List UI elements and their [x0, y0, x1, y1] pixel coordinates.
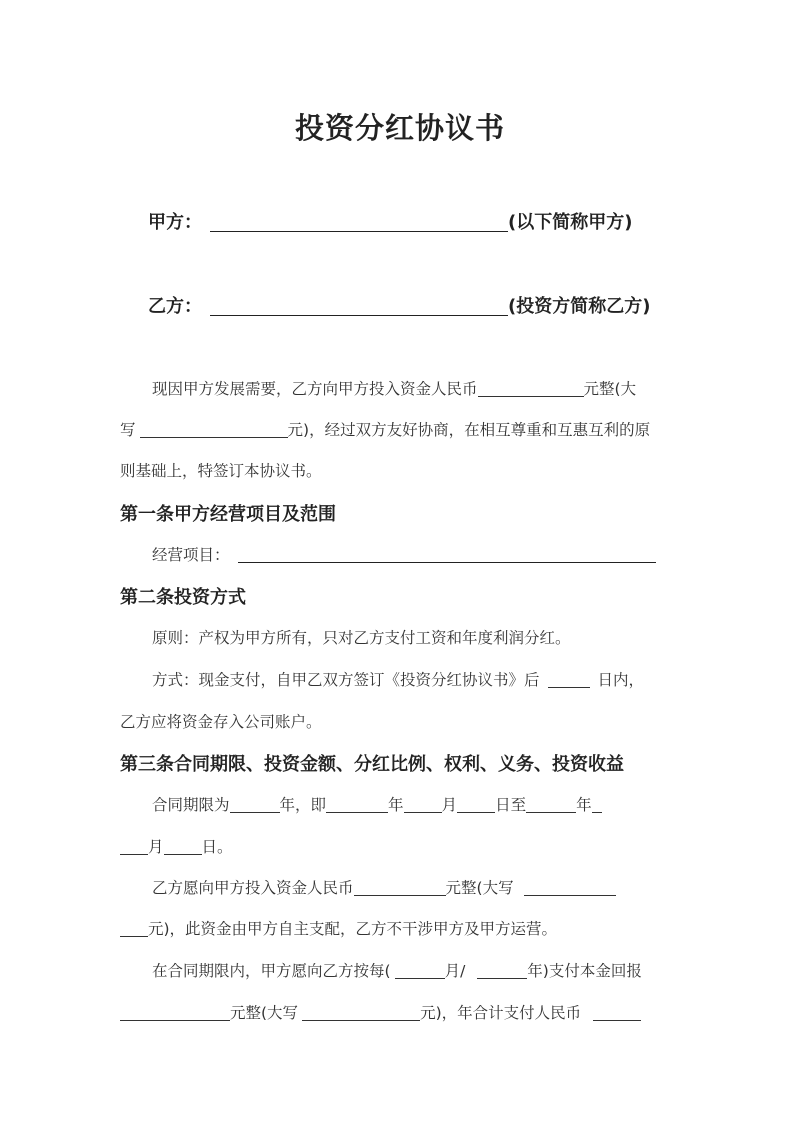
term-text: 合同期限为 [152, 796, 230, 814]
pay-amount-blank[interactable] [120, 1005, 230, 1021]
pay-text: 在合同期限内，甲方愿向乙方按每( [152, 962, 391, 980]
party-a-label: 甲方： [148, 212, 202, 233]
party-b-name-field[interactable] [210, 297, 508, 316]
pay-text: 元整(大写 [230, 1004, 299, 1022]
invest-capital-blank-cont[interactable] [120, 921, 148, 937]
intro-text: 写 [120, 421, 136, 439]
pay-years-blank[interactable] [477, 963, 527, 979]
start-day-blank[interactable] [457, 797, 495, 813]
pay-months-blank[interactable] [395, 963, 445, 979]
intro-line-1 [152, 377, 636, 399]
investment-amount-blank[interactable] [478, 381, 584, 397]
party-a-suffix: (以下简称甲方) [508, 212, 633, 233]
term-text: 月 [441, 796, 458, 814]
principle-line: 原则：产权为甲方所有，只对乙方支付工资和年度利润分红。 [152, 629, 571, 647]
pay-text: 年)支付本金回报 [527, 962, 642, 980]
article-2-heading: 第二条投资方式 [120, 587, 246, 608]
term-text: 日。 [201, 838, 233, 856]
term-years-blank[interactable] [230, 797, 280, 813]
method-text: 日内， [597, 671, 645, 689]
invest-amount-blank[interactable] [354, 880, 446, 896]
invest-line-1 [152, 876, 616, 898]
article-1-heading: 第一条甲方经营项目及范围 [120, 504, 336, 525]
invest-text: 乙方愿向甲方投入资金人民币 [152, 879, 354, 897]
intro-text: 现因甲方发展需要，乙方向甲方投入资金人民币 [152, 380, 478, 398]
intro-line-2 [120, 418, 650, 440]
business-project-row [152, 543, 656, 565]
term-text: 月 [148, 838, 164, 856]
term-text: 年 [388, 796, 404, 814]
intro-text: 元整(大 [583, 380, 637, 398]
end-day-blank[interactable] [164, 839, 202, 855]
party-b-suffix: (投资方简称乙方) [508, 296, 651, 317]
method-line-2: 乙方应将资金存入公司账户。 [120, 713, 322, 731]
invest-capital-blank[interactable] [524, 880, 616, 896]
invest-line-2 [120, 917, 557, 939]
pay-line-1 [152, 959, 642, 981]
invest-text: 元)，此资金由甲方自主支配，乙方不干涉甲方及甲方运营。 [148, 920, 558, 938]
pay-line-2 [120, 1001, 641, 1023]
party-a-name-field[interactable] [210, 213, 508, 232]
intro-line-3: 则基础上，特签订本协议书。 [120, 462, 322, 480]
party-b-row [148, 292, 650, 318]
business-project-label: 经营项目： [152, 546, 230, 564]
method-text: 方式：现金支付，自甲乙双方签订《投资分红协议书》后 [152, 671, 540, 689]
term-line-2 [120, 835, 233, 857]
annual-total-blank[interactable] [593, 1005, 641, 1021]
invest-text: 元整(大写 [445, 879, 514, 897]
business-project-blank[interactable] [238, 547, 656, 563]
term-text: 年，即 [279, 796, 327, 814]
party-a-row [148, 208, 632, 234]
pay-text: 月/ [444, 962, 466, 980]
days-blank[interactable] [548, 672, 590, 688]
pay-text: 元)，年合计支付人民币 [420, 1004, 582, 1022]
end-month-blank[interactable] [120, 839, 148, 855]
intro-text: 元)，经过双方友好协商，在相互尊重和互惠互利的原 [287, 421, 651, 439]
end-year-blank-tail [592, 797, 602, 813]
party-b-label: 乙方： [148, 296, 202, 317]
article-3-heading: 第三条合同期限、投资金额、分红比例、权利、义务、投资收益 [120, 754, 624, 775]
start-month-blank[interactable] [404, 797, 442, 813]
term-text: 日至 [495, 796, 527, 814]
start-year-blank[interactable] [326, 797, 388, 813]
pay-capital-blank[interactable] [302, 1005, 420, 1021]
investment-amount-capital-blank[interactable] [140, 422, 288, 438]
page-title: 投资分红协议书 [294, 111, 505, 145]
term-text: 年 [576, 796, 592, 814]
method-line-1 [152, 668, 644, 690]
end-year-blank[interactable] [526, 797, 576, 813]
term-line-1 [152, 793, 602, 815]
